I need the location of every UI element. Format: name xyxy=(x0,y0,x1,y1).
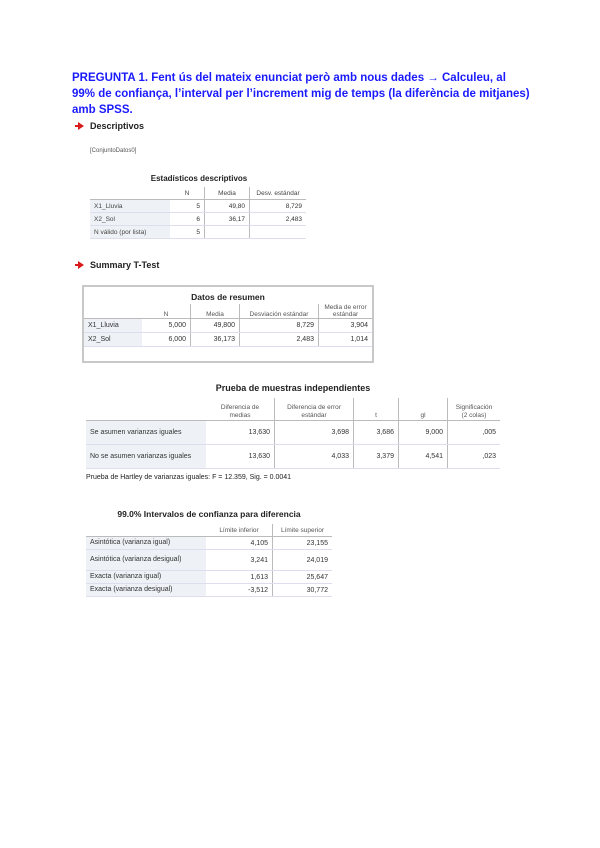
question-text: PREGUNTA 1. Fent ús del mateix enunciat però amb nous dades → Calculeu, al 99% de confiança, l’interval per l’increment mig de temps (la diferència de mitjanes) amb SPSS. xyxy=(72,72,530,116)
header-cell: gl xyxy=(399,398,448,421)
cell: 5 xyxy=(170,226,205,239)
section-summary-ttest[interactable] xyxy=(78,260,159,270)
header-cell: Media xyxy=(191,304,240,319)
header-cell: t xyxy=(354,398,399,421)
table-row xyxy=(86,445,500,469)
cell: 9,000 xyxy=(399,421,448,445)
table-row xyxy=(90,200,306,213)
cell: 3,698 xyxy=(275,421,354,445)
header-cell: Media de error estándar xyxy=(319,304,373,319)
arrow-right-icon xyxy=(78,261,84,269)
cell: 36,173 xyxy=(191,333,240,347)
cell: 5 xyxy=(170,200,205,213)
cell: 3,379 xyxy=(354,445,399,469)
cell: 3,241 xyxy=(206,550,273,571)
cell: 49,80 xyxy=(205,200,250,213)
table-row xyxy=(86,421,500,445)
section-title: Summary T-Test xyxy=(90,260,160,270)
ci-table xyxy=(86,524,332,597)
header-cell xyxy=(86,398,206,421)
cell: 49,800 xyxy=(191,319,240,333)
cell: 2,483 xyxy=(250,213,307,226)
cell: 5,000 xyxy=(142,319,191,333)
cell: 25,647 xyxy=(273,571,333,584)
header-cell: Desviación estándar xyxy=(240,304,319,319)
cell: 1,613 xyxy=(206,571,273,584)
header-cell: Diferencia de error estándar xyxy=(275,398,354,421)
cell xyxy=(205,226,250,239)
row-label: N válido (por lista) xyxy=(90,226,170,239)
indep-table xyxy=(86,398,500,469)
summary-table xyxy=(84,304,372,347)
row-label: Asintótica (varianza igual) xyxy=(86,537,206,550)
cell: 4,105 xyxy=(206,537,273,550)
cell: 30,772 xyxy=(273,584,333,597)
header-cell xyxy=(90,187,170,200)
row-label: Exacta (varianza igual) xyxy=(86,571,206,584)
row-label: X2_Sol xyxy=(84,333,142,347)
table-row xyxy=(86,584,332,597)
header-cell: Desv. estándar xyxy=(250,187,307,200)
header-cell: Media xyxy=(205,187,250,200)
ci-caption: 99.0% Intervalos de confianza para diferencia xyxy=(117,509,301,519)
indep-caption: Prueba de muestras independientes xyxy=(215,383,371,393)
row-label: X1_Lluvia xyxy=(90,200,170,213)
table-row xyxy=(84,333,372,347)
row-label: X1_Lluvia xyxy=(84,319,142,333)
header-cell xyxy=(86,524,206,537)
cell: 4,033 xyxy=(275,445,354,469)
cell: 23,155 xyxy=(273,537,333,550)
cell xyxy=(250,226,307,239)
cell: 6,000 xyxy=(142,333,191,347)
hartley-note: Prueba de Hartley de varianzas iguales: F = 12.359, Sig. = 0.0041 xyxy=(86,474,292,481)
summary-box xyxy=(82,285,374,363)
header-cell: N xyxy=(170,187,205,200)
section-descriptivos[interactable] xyxy=(78,121,144,131)
cell: 13,630 xyxy=(206,445,275,469)
cell: ,023 xyxy=(448,445,501,469)
cell: 4,541 xyxy=(399,445,448,469)
table-row xyxy=(86,537,332,550)
desc-caption: Estadísticos descriptivos xyxy=(150,174,248,183)
header-cell xyxy=(84,304,142,319)
summary-caption: Datos de resumen xyxy=(191,292,265,302)
row-label: No se asumen varianzas iguales xyxy=(86,445,206,469)
header-cell: Límite superior xyxy=(273,524,333,537)
cell: 6 xyxy=(170,213,205,226)
dataset-label: [ConjuntoDatos0] xyxy=(90,148,137,154)
header-cell: Significación (2 colas) xyxy=(448,398,501,421)
cell: 36,17 xyxy=(205,213,250,226)
cell: 1,014 xyxy=(319,333,373,347)
cell: 3,686 xyxy=(354,421,399,445)
cell: ,005 xyxy=(448,421,501,445)
table-row xyxy=(86,571,332,584)
table-row xyxy=(86,550,332,571)
row-label: Asintótica (varianza desigual) xyxy=(86,550,206,571)
header-cell: Diferencia de medias xyxy=(206,398,275,421)
table-row xyxy=(90,226,306,239)
cell: -3,512 xyxy=(206,584,273,597)
table-row xyxy=(90,213,306,226)
row-label: X2_Sol xyxy=(90,213,170,226)
cell: 24,019 xyxy=(273,550,333,571)
cell: 8,729 xyxy=(240,319,319,333)
row-label: Exacta (varianza desigual) xyxy=(86,584,206,597)
cell: 8,729 xyxy=(250,200,307,213)
arrow-right-icon xyxy=(78,122,84,130)
header-cell: Límite inferior xyxy=(206,524,273,537)
desc-table xyxy=(90,187,306,239)
section-title: Descriptivos xyxy=(90,121,145,131)
cell: 2,483 xyxy=(240,333,319,347)
table-row xyxy=(84,319,372,333)
cell: 13,630 xyxy=(206,421,275,445)
header-cell: N xyxy=(142,304,191,319)
row-label: Se asumen varianzas iguales xyxy=(86,421,206,445)
cell: 3,904 xyxy=(319,319,373,333)
